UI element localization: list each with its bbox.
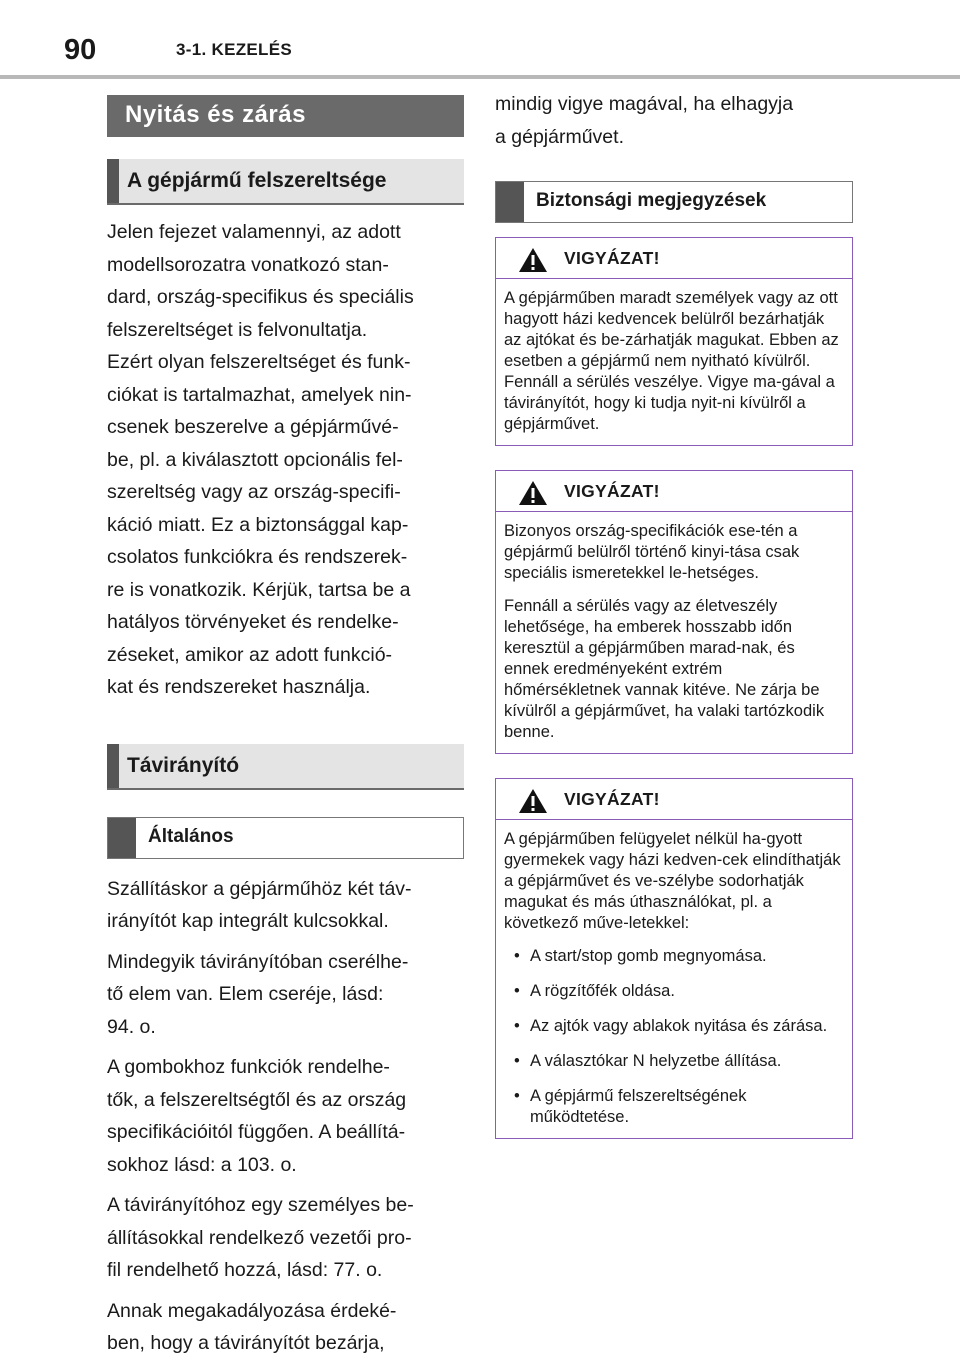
warning-header — [496, 779, 852, 820]
text-line: be, pl. a kiválasztott opcionális fel- — [107, 448, 403, 471]
text-line: dard, ország-specifikus és speciális — [107, 286, 414, 308]
list-item: • Az ajtók vagy ablakok nyitása és zárása. — [504, 1016, 842, 1037]
text-line: A gombokhoz funkciók rendelhe- — [107, 1056, 390, 1078]
text-line: Szállításkor a gépjárműhöz két táv- — [107, 877, 412, 900]
paragraph-equipment — [107, 216, 464, 704]
text-line: tők, a felszereltségtől és az ország — [107, 1088, 407, 1111]
warning-title: VIGYÁZAT! — [564, 248, 660, 268]
warning-header — [496, 238, 852, 279]
warning-text: Fennáll a sérülés vagy az életveszély lehetősége, ha emberek hosszabb időn keresztül a gépjárműben marad-nak, és ennek eredményeként extrém hőmérsékletnek vannak kitéve. Ne zárja be kívülről a gépjárművet, ha valaki tartózkodik benne. — [504, 597, 825, 741]
warning-body — [496, 512, 852, 753]
warning-title: VIGYÁZAT! — [564, 789, 660, 809]
heading-remote-control: Távirányító — [107, 744, 464, 790]
text-line: modellsorozatra vonatkozó stan- — [107, 253, 389, 276]
text-line: káció miatt. Ez a biztonsággal kap- — [107, 513, 409, 536]
text-line: fil rendelhető hozzá, lásd: 77. o. — [107, 1259, 383, 1281]
warning-header — [496, 471, 852, 512]
left-column — [107, 95, 464, 1360]
text-line: Annak megakadályozása érdeké- — [107, 1299, 397, 1322]
page-number: 90 — [64, 34, 97, 66]
text-line: állításokkal rendelkező vezetői pro- — [107, 1226, 412, 1249]
text-line: ciókat is tartalmazhat, amelyek nin- — [107, 383, 412, 406]
warning-box — [495, 778, 853, 1139]
text-line: ben, hogy a távirányítót bezárja, — [107, 1332, 385, 1354]
warning-body — [496, 820, 852, 1138]
warning-text: Bizonyos ország-specifikációk ese-tén a gépjármű belülről történő kinyi-tása csak speciális ismeretekkel le-hetséges. — [504, 522, 800, 582]
text-line: Jelen fejezet valamennyi, az adott — [107, 221, 401, 243]
text-line: szereltség vagy az ország-specifi- — [107, 481, 401, 503]
text-line: Mindegyik távirányítóban cserélhe- — [107, 950, 409, 973]
paragraph-battery — [107, 946, 464, 1044]
warning-text: A gépjárműben maradt személyek vagy az ott hagyott házi kedvencek belülről bezárhatják az ajtókat és be-zárhatják magukat. Ebben az esetben a gépjármű nem nyitható kívülről. Fennáll a sérülés veszélye. Vigye ma-gával a távirányítót, hogy ki tudja nyit-ni kívülről a gépjárművet. — [504, 289, 839, 433]
text-line: mindig vigye magával, ha elhagyja — [495, 93, 794, 115]
text-line: A távirányítóhoz egy személyes be- — [107, 1194, 414, 1216]
paragraph-continued — [495, 88, 853, 153]
text-line: Ezért olyan felszereltséget és funk- — [107, 351, 411, 373]
subheading-general: Általános — [107, 817, 464, 859]
text-line: hatályos törvényeket és rendelke- — [107, 611, 399, 633]
list-item: • A gépjármű felszereltségének működtetése. — [504, 1086, 842, 1128]
heading-vehicle-equipment: A gépjármű felszereltsége — [107, 159, 464, 205]
chapter-title: 3-1. KEZELÉS — [176, 40, 293, 59]
text-line: irányítót kap integrált kulcsokkal. — [107, 910, 389, 932]
text-line: tő elem van. Elem cseréje, lásd: — [107, 983, 384, 1005]
list-item: • A rögzítőfék oldása. — [504, 981, 842, 1002]
list-item: • A start/stop gomb megnyomása. — [504, 946, 842, 967]
text-line: a gépjárművet. — [495, 125, 624, 148]
paragraph-lockout — [107, 1295, 464, 1360]
heading-safety-notes: Biztonsági megjegyzések — [495, 181, 853, 223]
warning-triangle-icon — [518, 788, 548, 814]
warning-title: VIGYÁZAT! — [564, 481, 660, 501]
text-line: zéseket, amikor az adott funkció- — [107, 643, 393, 666]
list-item: • A választókar N helyzetbe állítása. — [504, 1051, 842, 1072]
section-title: Nyitás és zárás — [107, 95, 464, 137]
warning-box — [495, 470, 853, 754]
text-line: 94. o. — [107, 1015, 156, 1038]
warning-triangle-icon — [518, 247, 548, 273]
paragraph-delivery — [107, 873, 464, 938]
warning-text: A gépjárműben felügyelet nélkül ha-gyott gyermekek vagy házi kedven-cek elindíthatják a gépjárművet és ve-szélybe sodorhatják magukat és más úthasználókat, pl. a következő műve-letekkel: — [504, 830, 841, 932]
warning-box — [495, 237, 853, 446]
warning-body — [496, 279, 852, 445]
paragraph-driver-profile — [107, 1189, 464, 1287]
text-line: kat és rendszereket használja. — [107, 676, 371, 698]
warning-triangle-icon — [518, 480, 548, 506]
right-column — [495, 88, 853, 1139]
text-line: specifikációitól függően. A beállítá- — [107, 1121, 406, 1143]
header-rule — [0, 75, 960, 79]
bullet-list — [504, 946, 842, 1128]
text-line: sokhoz lásd: a 103. o. — [107, 1153, 297, 1176]
text-line: csenek beszerelve a gépjárművé- — [107, 416, 399, 438]
text-line: felszereltséget is felvonultatja. — [107, 318, 368, 341]
paragraph-buttons — [107, 1051, 464, 1181]
text-line: re is vonatkozik. Kérjük, tartsa be a — [107, 578, 411, 601]
text-line: csolatos funkciókra és rendszerek- — [107, 546, 408, 568]
